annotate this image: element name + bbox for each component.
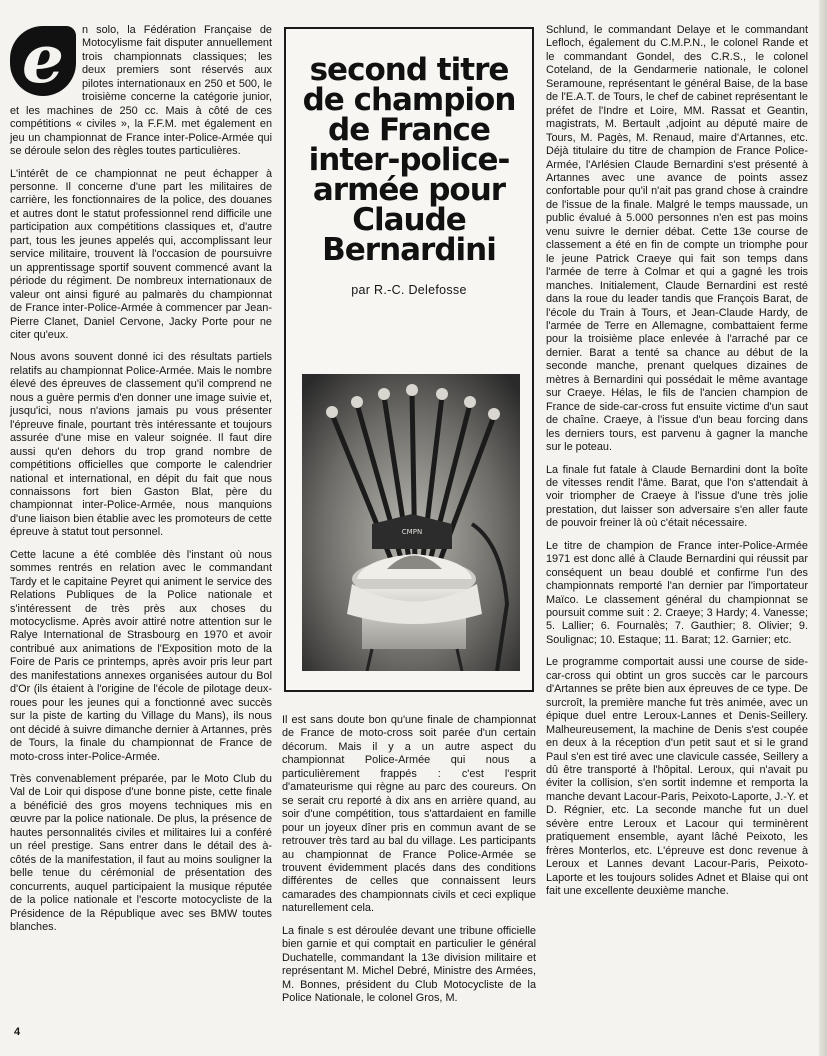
- paragraph: Le titre de champion de France inter-Police-Armée 1971 est donc allé à Claude Bernardini qui réussit par conséquent un beau doublé et confirme l'un des championnats remporté l'an dernier par l'importateur Maïco. Le classement général du championnat se poursuit comme suit : 2. Craeye; 3 Hardy; 4. Vanesse; 5. Lallier; 6. Fournalès; 7. Gauthier; 8. Olivier; 9. Soulignac; 10. Estaque; 11. Barat; 12. Garnier; etc.: [546, 539, 808, 646]
- column-3: [546, 24, 808, 908]
- drop-cap: e: [10, 26, 76, 96]
- paragraph: Schlund, le commandant Delaye et le commandant Lefloch, également du C.M.P.N., le colonel Rande et le commandant Gondel, des C.R.S., le colonel Coteland, de la Gendarmerie nationale, le colonel Seramoune, représentant le général Baise, de la base de l'E.A.T. de Tours, le chef de cabinet représentant le préfet de l'Indre et Loire, MM. Rassat et Geantin, magistrats, M. Bertault ,adjoint au député maire de Tours, M. Pagès, M. Renaud, maire d'Artannes, etc. Déjà titulaire du titre de champion de France Police-Armée, l'Arlésien Claude Bernardini s'est présenté à Artannes avec une avance de points assez confortable pour qu'il n'ait pas grand chose à craindre de l'issue de la finale. Malgré le temps maussade, un public évalué à 5.000 personnes n'en est pas moins venu suivre le dernier débat. Cette 13e course de classement a été en fin de compte un triomphe pour le jeune Patrick Craeye qui fait son temps dans l'armée de terre à Colmar et qui a gagné les trois manches. Initialement, Claude Bernardini est resté dans la roue du leader tandis que François Barat, de l'école du Train à Tours, et Jean-Claude Hardy, de l'armée de Terre en Allemagne, combattaient ferme pour la troisième place enlevée à l'arraché par ce dernier. Barat a tenté sa chance au début de la seconde manche, prenant quelques dizaines de mètres à Bernardini qui possédait le même avantage sur Craeye. Hélas, le fils de l'ancien champion de France de side-car-cross fut ensuite victime d'un saut de chaîne. Craeye, à l'issue d'un beau forcing dans les derniers tours, est parvenu à gagner la manche sur le poteau.: [546, 24, 808, 454]
- page-number: 4: [14, 1026, 21, 1038]
- paragraph: La finale fut fatale à Claude Bernardini dont la boîte de vitesses rendit l'âme. Barat, que l'on s'attendait à voir triompher de Craeye à l'issue d'une très jolie prestation, dut laisser son adversaire s'en aller faute de pouvoir freiner là où c'était nécessaire.: [546, 463, 808, 530]
- paragraph: n solo, la Fédération Française de Motocylisme fait disputer annuellement trois championnats classiques; les deux premiers sont réservés aux pilotes internationaux en 250 et 500, le troisième concerne la catégorie junior, et les machines de 250 cc. Mais à côté de ces compétitions « civiles », la F.F.M. met également en jeu un championnat de France inter-Police-Armée qui se déroule selon des règles toutes particulières.: [10, 24, 272, 158]
- page-edge-shadow: [819, 0, 827, 1056]
- article-title: second titre de champion de France inter-police-armée pour Claude Bernardini: [302, 52, 516, 268]
- paragraph: La finale s est déroulée devant une tribune officielle bien garnie et qui comptait en particulier le général Duchatelle, commandant la 13e division militaire et représentant M. Michel Debré, Ministre des Armées, M. Bonnes, président du Club Motocycliste de la Police Nationale, le colonel Gros, M.: [282, 924, 536, 1005]
- trophy-photo: [302, 374, 520, 671]
- paragraph: Très convenablement préparée, par le Moto Club du Val de Loir qui dispose d'une bonne piste, cette finale a bénéficié des gros moyens techniques mis en œuvre par la police nationale. De plus, la présence de hautes personnalités civiles et militaires lui a conféré un réel prestige. Sans entrer dans le détail des à-côtés de la manifestation, il faut au moins souligner la belle tenue du cérémonial de présentation des concurrents, auquel participaient la musique réputée de la police nationale et l'escorte motocycliste de la Présidence de la République avec ses BMW toutes blanches.: [10, 773, 272, 933]
- paragraph: Il est sans doute bon qu'une finale de championnat de France de moto-cross soit parée d'un certain décorum. Mais il y a un autre aspect du championnat Police-Armée qui nous a particulièrement frappés : c'est l'esprit d'amateurisme qui règne au parc des coureurs. On se serait cru reporté à dix ans en arrière quand, au soir d'une compétition, tous s'attardaient en famille pour un joyeux dîner pris en commun avant de se retrouver très tard au bal du village. Les participants au championnat de France Police-Armée se trouvent évidemment placés dans des conditions différentes de celles que connaissent leurs camarades des championnats civils et ceci explique naturellement cela.: [282, 714, 536, 915]
- paragraph: Nous avons souvent donné ici des résultats partiels relatifs au championnat Police-Armée. Mais le nombre élevé des épreuves de classement qu'il comprend ne nous a guère permis d'en donner une image suivie et, jusqu'ici, nous n'avions jamais pu vous présenter l'épreuve finale, pourtant très intéressante et toujours assurée d'une mise en valeur soignée. Il faut dire aussi qu'en dehors du trop grand nombre de compétitions officielles que comporte le calendrier national et international, en dépit du fait que nous connaissons fort bien Gaston Blat, père du championnat inter-Police-Armée, nous manquions d'une liaison bien établie avec les promoteurs de cette épreuve à statut tout personnel.: [10, 351, 272, 539]
- byline: par R.-C. Delefosse: [351, 283, 467, 297]
- paragraph: Cette lacune a été comblée dès l'instant où nous sommes rentrés en relation avec le commandant Tardy et le capitaine Peyret qui animent le service des Relations Publiques de la Police nationale et s'intéressent de très près aux choses du motocyclisme. Après avoir attiré notre attention sur le Ralye International de Strasbourg en 1970 et avoir contribué aux animations de l'Exposition moto de la Foire de Paris ce printemps, après avoir pris leur part des manifestations annexes organisées autour du Bol d'Or (ils étaient à l'origine de l'école de pilotage deux-roues pour les jeunes qui a fonctionné avec succès sur la piste de karting du Village du Mans), ils nous ont décidé à suivre dimanche dernier à Artannes, près de Tours, la finale du championnat de France de moto-cross inter-Police-Armée.: [10, 548, 272, 763]
- paragraph: L'intérêt de ce championnat ne peut échapper à personne. Il concerne d'une part les militaires de carrière, les fonctionnaires de la police, des douanes et autres dont le statut professionnel rend difficile une participation aux compétitions classiques et, d'autre part, tous les jeunes appelés qui, accomplissant leur service militaire, trouvent là l'occasion de poursuivre un apprentissage sportif souvent commencé avant la période du régiment. De nombreux internationaux de valeur ont ainsi figuré au palmarès du championnat de France inter-Police-Armée à commencer par Jean-Pierre Clanet, Daniel Cervone, Jacky Porte pour ne citer qu'eux.: [10, 167, 272, 341]
- photo-banner-text: CMPN: [401, 528, 423, 536]
- title-box: [284, 27, 534, 692]
- paragraph: Le programme comportait aussi une course de side-car-cross qui obtint un gros succès car le parcours d'Artannes se prête bien aux épreuves de ce type. De surcroît, la première manche fut très animée, avec un épique duel entre Leroux-Lannes et Denis-Seillery. Malheureusement, la machine de Denis s'est coupée en deux à la réception d'un petit saut et si le grand Paul s'en est tiré avec une clavicule cassée, Seillery a dû être transporté à l'hôpital. Leroux, qui n'avait pu éviter la collision, s'en sortit indemne et remporta la manche devant Lacour-Paris, Peixoto-Laporte, J.-Y. et D. Régnier, etc. La seconde manche fut un duel sévère entre Leroux et Lacour qui terminèrent pratiquement ensemble, ayant lâché Peixoto, les frères Monterlos, etc. L'épreuve est donc revenue à Leroux et Lannes devant Lacour-Paris, Peixoto-Laporte et les toujours solides Adnet et Blaise qui ont fait une excellente deuxième manche.: [546, 656, 808, 898]
- column-1: [10, 20, 272, 943]
- column-2: [282, 714, 536, 1015]
